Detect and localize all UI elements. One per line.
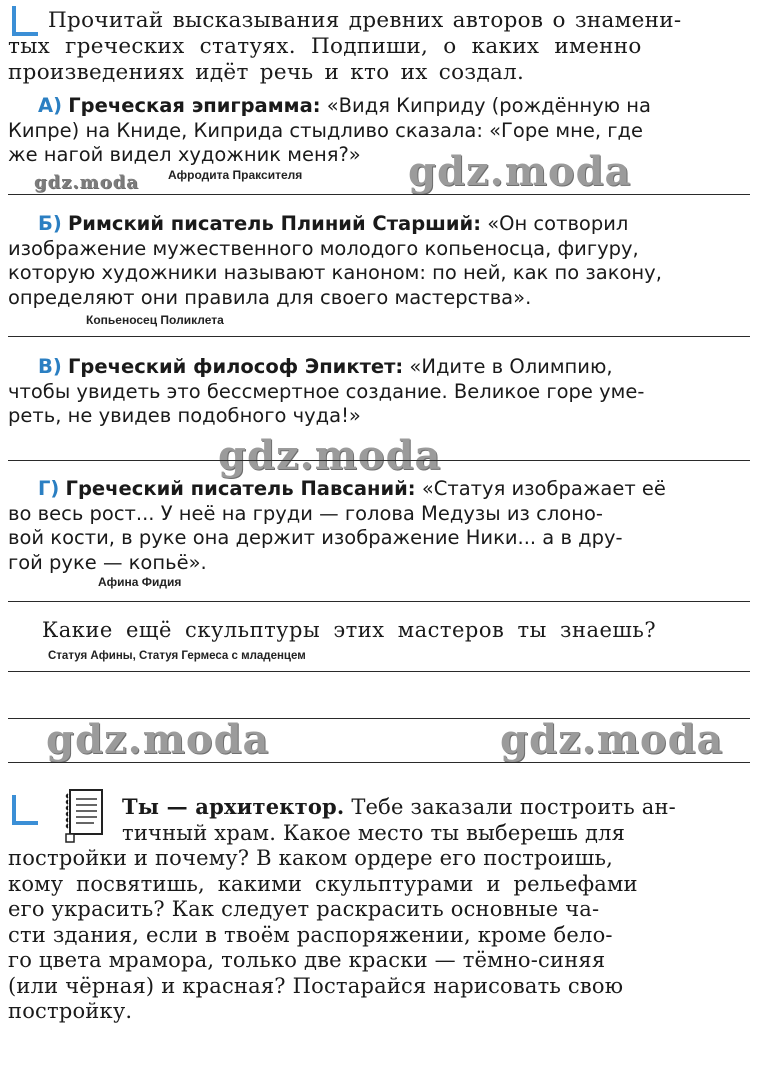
question-text: Какие ещё скульптуры этих мастеров ты знаешь? [42,618,657,642]
item-quote-line: «Статуя изображает её [421,477,666,500]
item-quote-line: Кипре) на Книде, Киприда стыдливо сказала: «Горе мне, где [8,118,644,142]
item-a [8,94,750,168]
item-answer: Афина Фидия [98,575,182,589]
item-quote-line: определяют они правила для своего мастерства». [8,285,532,309]
item-author: Греческий философ Эпиктет: [67,355,404,378]
answer-line [8,762,750,763]
item-answer: Копьеносец Поликлета [86,313,224,327]
item-quote-line: реть, не увидев подобного чуда!» [8,404,361,427]
architect-heading: Ты — архитектор. [122,794,345,819]
item-quote-line: «Видя Киприду (рождённую на [326,94,651,117]
item-quote-line: во весь рост... У неё на груди — голова Медузы из слоно- [8,501,603,525]
architect-line: (или чёрная) и красная? Постарайся нарисовать свою [8,973,624,998]
answer-line [8,336,750,337]
item-answer: Афродита Праксителя [168,168,303,182]
item-letter: А) [38,94,63,117]
answer-line [8,194,750,195]
watermark: gdz.moda [408,148,632,195]
answer-line [8,601,750,602]
intro-line: Прочитай высказывания древних авторов о знамени- [48,8,682,33]
item-quote-line: изображение мужественного молодого копьеносца, фигуру, [8,236,639,260]
item-author: Римский писатель Плиний Старший: [67,212,481,235]
item-letter: В) [38,355,62,378]
intro-text [8,8,748,86]
item-quote-line: которую художники называют каноном: по ней, как по закону, [8,261,662,284]
architect-line: го цвета мрамора, только две краски — тёмно-синяя [8,948,606,972]
watermark: gdz.moda [218,432,442,479]
item-author: Греческий писатель Павсаний: [65,477,416,500]
item-quote-line: чтобы увидеть это бессмертное создание. Великое горе уме- [8,379,645,403]
architect-line: кому посвятишь, какими скульптурами и рельефами [8,871,638,896]
item-quote-line: вой кости, в руке она держит изображение Ники... а в дру- [8,526,623,549]
architect-line: Тебе заказали построить ан- [351,795,676,819]
answer-line [8,460,750,461]
item-author: Греческая эпиграмма: [68,94,321,117]
item-quote-line: «Идите в Олимпию, [409,355,613,378]
item-letter: Г) [38,477,60,500]
architect-line: сти здания, если в твоём распоряжении, кроме бело- [8,922,613,947]
question-answer: Статуя Афины, Статуя Гермеса с младенцем [48,650,306,662]
item-quote-line: же нагой видел художник меня?» [8,143,361,166]
intro-line: тых греческих статуях. Подпиши, о каких именно [8,34,642,59]
item-quote-line: гой руке — копьё». [8,550,207,574]
answer-line [8,671,750,672]
architect-line: его украсить? Как следует раскрасить основные ча- [8,897,600,921]
item-b [8,212,750,310]
architect-line: постройку. [8,999,133,1023]
task-marker [12,6,38,36]
architect-line: постройки и почему? В каком ордере его построишь, [8,846,613,870]
watermark: gdz.moda [500,716,724,763]
item-d [8,477,750,575]
intro-line: произведениях идёт речь и кто их создал. [8,60,525,85]
item-quote-line: «Он сотворил [487,212,629,235]
watermark: gdz.moda [34,172,139,193]
watermark: gdz.moda [46,716,270,763]
item-letter: Б) [38,212,62,235]
architect-task [8,794,750,1025]
item-c [8,355,750,429]
architect-line: тичный храм. Какое место ты выберешь для [122,820,626,845]
